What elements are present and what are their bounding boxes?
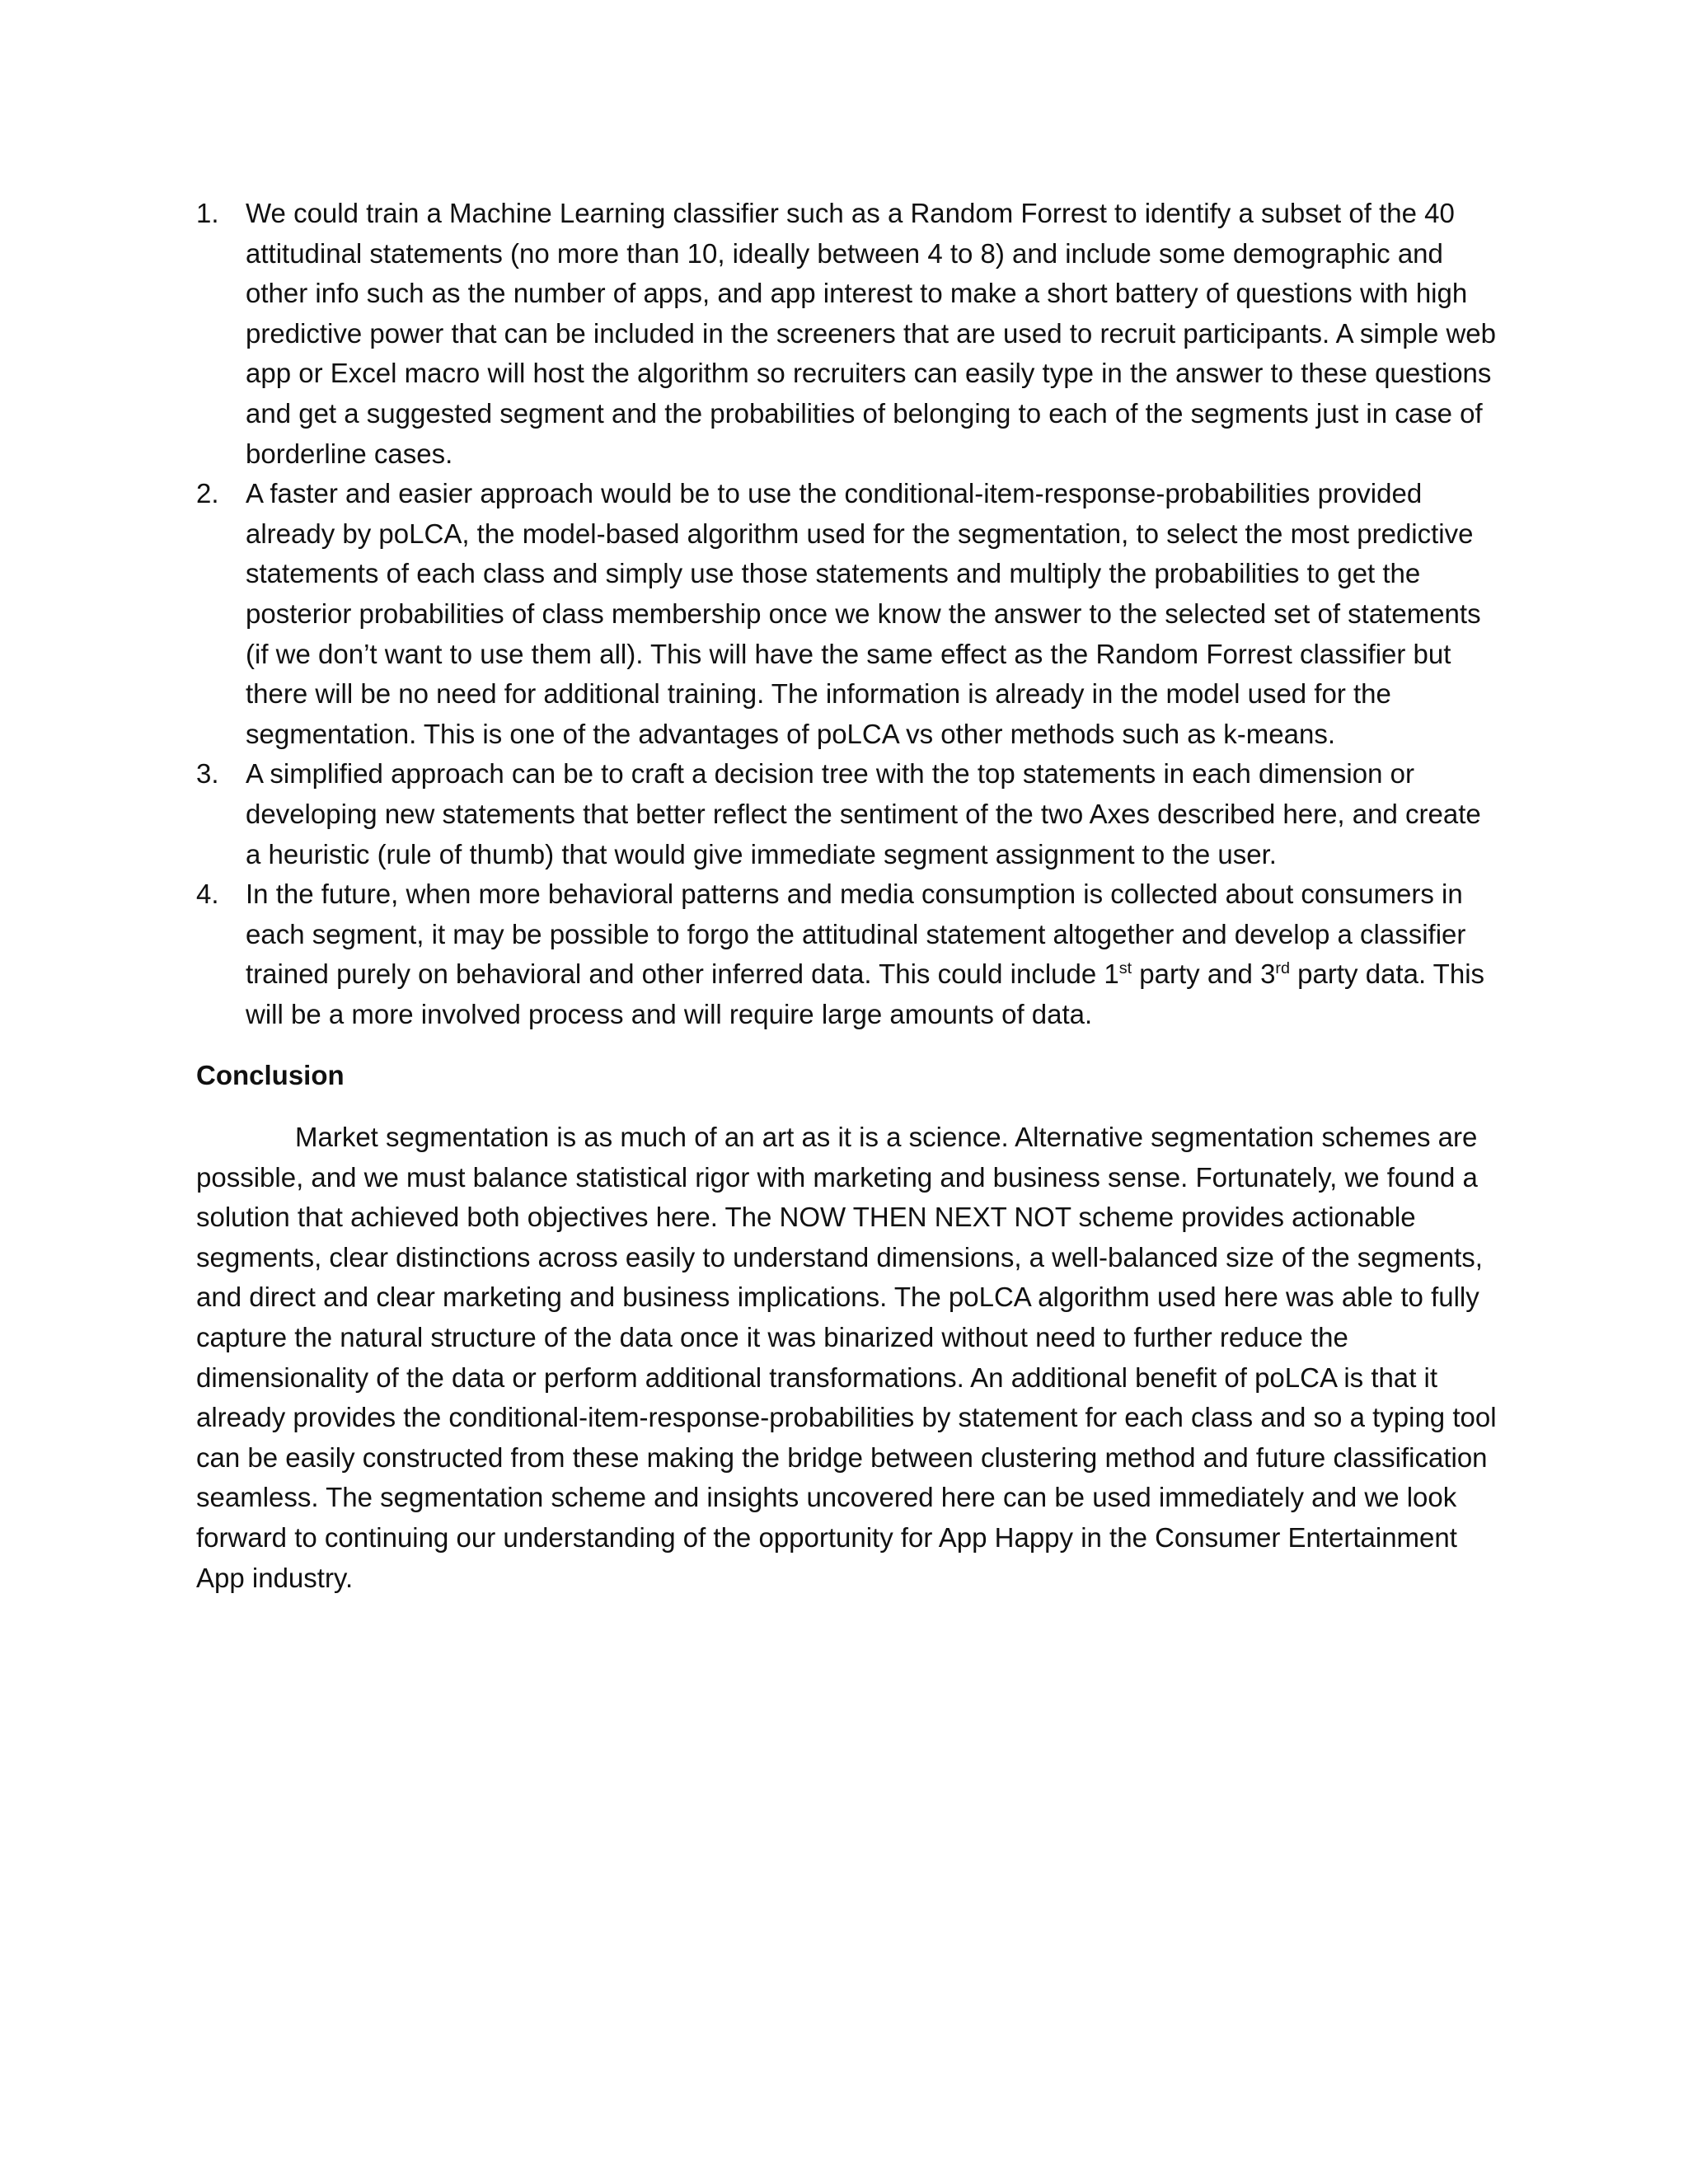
list-item-number: 3.: [196, 758, 219, 790]
list-item-text-part: In the future, when more behavioral patterns and media consumption is collected about consumers in each segment, it may be possible to forgo the attitudinal statement altogether and develop a classifier trained purely on behavioral and other inferred data. This could include 1: [246, 879, 1466, 990]
list-item-text-part: party and 3: [1132, 958, 1276, 990]
ordinal-superscript: st: [1118, 959, 1132, 978]
list-item-number: 1.: [196, 198, 219, 228]
recommendations-list: [196, 194, 1498, 1034]
page-content: [196, 194, 1498, 1598]
list-item-number: 4.: [196, 879, 219, 910]
list-item-text: A simplified approach can be to craft a decision tree with the top statements in each dimension or developing new statements that better reflect the sentiment of the two Axes described here, and create a heuristic (rule of thumb) that would give immediate segment assignment to the user.: [246, 758, 1481, 869]
list-item: [196, 874, 1498, 1034]
list-item-text: A faster and easier approach would be to use the conditional-item-response-probabilities provided already by poLCA, the model-based algorithm used for the segmentation, to select the most predictive statements of each class and simply use those statements and multiply the probabilities to get the posterior probabilities of class membership once we know the answer to the selected set of statements (if we don’t want to use them all). This will have the same effect as the Random Forrest classifier but there will be no need for additional training. The information is already in the model used for the segmentation. This is one of the advantages of poLCA vs other methods such as k-means.: [246, 478, 1481, 749]
list-item-number: 2.: [196, 478, 219, 509]
list-item-text: [246, 879, 1484, 1029]
list-item: [196, 754, 1498, 874]
ordinal-superscript: rd: [1275, 959, 1291, 978]
list-item: [196, 194, 1498, 474]
list-item: [196, 474, 1498, 754]
list-item-text-part: party data. This will be a more involved process and will require large amounts of data.: [246, 958, 1485, 1029]
list-item-text: We could train a Machine Learning classifier such as a Random Forrest to identify a subset of the 40 attitudinal statements (no more than 10, ideally between 4 to 8) and include some demographic and other info such as the number of apps, and app interest to make a short battery of questions with high predictive power that can be included in the screeners that are used to recruit participants. A simple web app or Excel macro will host the algorithm so recruiters can easily type in the answer to these questions and get a suggested segment and the probabilities of belonging to each of the segments just in case of borderline cases.: [246, 198, 1497, 469]
conclusion-heading: Conclusion: [196, 1060, 345, 1091]
conclusion-paragraph: Market segmentation is as much of an art as it is a science. Alternative segmentation schemes are possible, and we must balance statistical rigor with marketing and business sense. Fortunately, we found a solution that achieved both objectives here. The NOW THEN NEXT NOT scheme provides actionable segments, clear distinctions across easily to understand dimensions, a well-balanced size of the segments, and direct and clear marketing and business implications. The poLCA algorithm used here was able to fully capture the natural structure of the data once it was binarized without need to further reduce the dimensionality of the data or perform additional transformations. An additional benefit of poLCA is that it already provides the conditional-item-response-probabilities by statement for each class and so a typing tool can be easily constructed from these making the bridge between clustering method and future classification seamless. The segmentation scheme and insights uncovered here can be used immediately and we look forward to continuing our understanding of the opportunity for App Happy in the Consumer Entertainment App industry.: [196, 1122, 1497, 1593]
